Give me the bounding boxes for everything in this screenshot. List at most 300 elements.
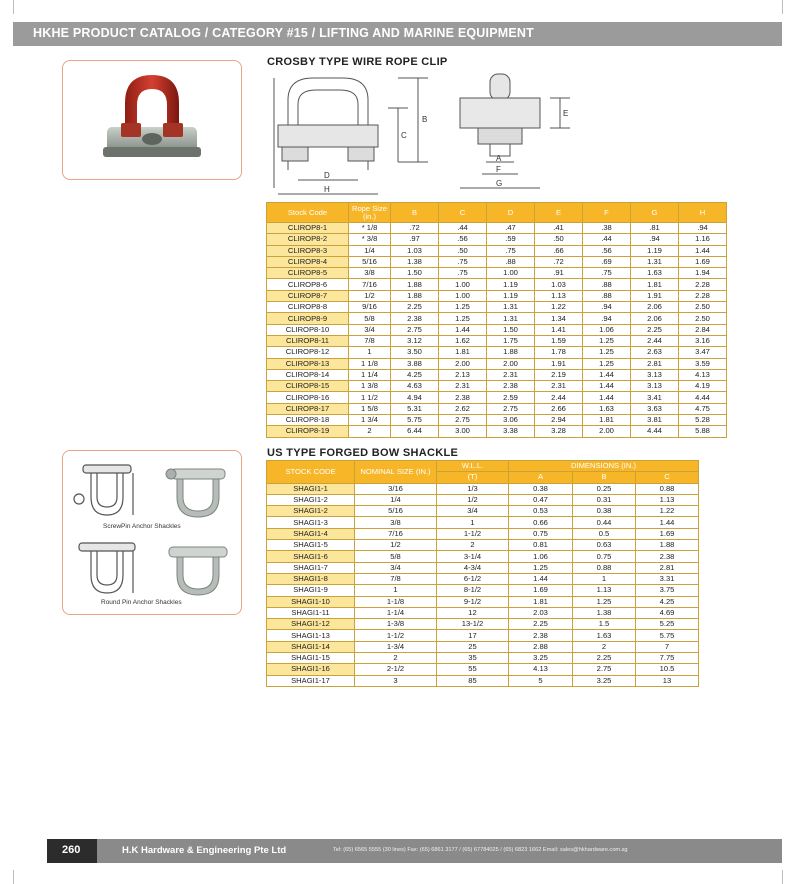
table-cell: .88 xyxy=(583,290,631,301)
table-row xyxy=(267,415,727,426)
table-cell: 4.19 xyxy=(679,381,727,392)
stock-code-cell: SHAGI1-6 xyxy=(267,551,355,562)
table-cell: .94 xyxy=(679,223,727,234)
table-cell: .38 xyxy=(583,223,631,234)
table-cell: 1.63 xyxy=(573,630,636,641)
dim-label-e: E xyxy=(563,109,569,118)
table-cell: 1.16 xyxy=(679,234,727,245)
stock-code-cell: CLIROP8-16 xyxy=(267,392,349,403)
crop-mark-left xyxy=(13,0,14,14)
table-row xyxy=(267,664,699,675)
round-pin-shackle-photo xyxy=(163,535,233,601)
crop-mark-left-bottom xyxy=(13,870,14,884)
table-cell: 2.66 xyxy=(535,403,583,414)
table-cell: 2.00 xyxy=(439,358,487,369)
table-cell: 5/8 xyxy=(349,313,391,324)
table-cell: 0.53 xyxy=(509,506,573,517)
table-cell: 2.28 xyxy=(679,290,727,301)
table-row xyxy=(267,494,699,505)
table-cell: .94 xyxy=(631,234,679,245)
table-cell: 3/16 xyxy=(355,483,437,494)
table-cell: 2.31 xyxy=(487,369,535,380)
table-cell: 1.03 xyxy=(535,279,583,290)
table-cell: 1.34 xyxy=(535,313,583,324)
table-cell: 1 5/8 xyxy=(349,403,391,414)
table-cell: 12 xyxy=(437,607,509,618)
stock-code-cell: SHAGI1-3 xyxy=(267,517,355,528)
table-cell: 5.31 xyxy=(391,403,439,414)
table-cell: 2.44 xyxy=(535,392,583,403)
bow-shackle-title: US TYPE FORGED BOW SHACKLE xyxy=(267,447,459,459)
dim-label-b: B xyxy=(422,115,428,124)
table-cell: .94 xyxy=(583,313,631,324)
wire-rope-clip-title: CROSBY TYPE WIRE ROPE CLIP xyxy=(267,56,448,68)
table-cell: 1.00 xyxy=(439,290,487,301)
wire-rope-clip-side-diagram xyxy=(450,70,580,195)
clip-col-header: Stock Code xyxy=(267,203,349,223)
table-row xyxy=(267,347,727,358)
table-cell: 4.44 xyxy=(631,426,679,437)
table-cell: 2.06 xyxy=(631,302,679,313)
col-wll-unit: (T) xyxy=(437,472,509,483)
table-cell: 2.75 xyxy=(487,403,535,414)
table-cell: 1.91 xyxy=(631,290,679,301)
wire-rope-clip-photo-box xyxy=(62,60,242,180)
table-cell: 0.75 xyxy=(573,551,636,562)
table-cell: 1.44 xyxy=(583,381,631,392)
table-cell: 7 xyxy=(636,641,699,652)
table-cell: 1.31 xyxy=(487,302,535,313)
table-cell: 0.81 xyxy=(509,540,573,551)
table-cell: 0.47 xyxy=(509,494,573,505)
table-cell: 2.31 xyxy=(439,381,487,392)
table-cell: 0.66 xyxy=(509,517,573,528)
col-dim-a: A xyxy=(509,472,573,483)
table-cell: 1/4 xyxy=(349,245,391,256)
table-cell: 1.69 xyxy=(509,585,573,596)
table-cell: 4.25 xyxy=(636,596,699,607)
table-cell: 2 xyxy=(349,426,391,437)
table-cell: 1.22 xyxy=(636,506,699,517)
table-cell: 0.5 xyxy=(573,528,636,539)
table-cell: 1.13 xyxy=(573,585,636,596)
clip-col-header: F xyxy=(583,203,631,223)
table-cell: 2.25 xyxy=(509,619,573,630)
table-cell: 3.06 xyxy=(487,415,535,426)
table-cell: 1.41 xyxy=(535,324,583,335)
stock-code-cell: SHAGI1-14 xyxy=(267,641,355,652)
table-cell: 1.25 xyxy=(573,596,636,607)
table-row xyxy=(267,619,699,630)
table-cell: 0.88 xyxy=(573,562,636,573)
stock-code-cell: CLIROP8-19 xyxy=(267,426,349,437)
table-row xyxy=(267,630,699,641)
stock-code-cell: CLIROP8-1 xyxy=(267,223,349,234)
stock-code-cell: SHAGI1-7 xyxy=(267,562,355,573)
table-cell: 2.25 xyxy=(631,324,679,335)
stock-code-cell: CLIROP8-18 xyxy=(267,415,349,426)
table-row xyxy=(267,607,699,618)
table-cell: 0.63 xyxy=(573,540,636,551)
table-cell: 5/8 xyxy=(355,551,437,562)
table-cell: .88 xyxy=(583,279,631,290)
stock-code-cell: CLIROP8-2 xyxy=(267,234,349,245)
table-cell: 1.88 xyxy=(487,347,535,358)
table-cell: 9/16 xyxy=(349,302,391,313)
clip-col-header: H xyxy=(679,203,727,223)
stock-code-cell: CLIROP8-11 xyxy=(267,335,349,346)
table-cell: 9-1/2 xyxy=(437,596,509,607)
table-cell: 5 xyxy=(509,675,573,686)
table-cell: 7/8 xyxy=(349,335,391,346)
table-row xyxy=(267,358,727,369)
dim-label-a: A xyxy=(496,154,502,163)
stock-code-cell: CLIROP8-10 xyxy=(267,324,349,335)
stock-code-cell: SHAGI1-17 xyxy=(267,675,355,686)
stock-code-cell: SHAGI1-13 xyxy=(267,630,355,641)
table-cell: * 1/8 xyxy=(349,223,391,234)
table-cell: 3.50 xyxy=(391,347,439,358)
dim-label-c: C xyxy=(401,131,407,140)
table-cell: 1.81 xyxy=(583,415,631,426)
table-cell: 3.47 xyxy=(679,347,727,358)
clip-col-header: E xyxy=(535,203,583,223)
table-cell: 3.28 xyxy=(535,426,583,437)
col-stock-code: STOCK CODE xyxy=(267,461,355,484)
table-cell: 1.38 xyxy=(573,607,636,618)
table-cell: 1.69 xyxy=(679,256,727,267)
table-cell: 3.81 xyxy=(631,415,679,426)
table-cell: 1.25 xyxy=(439,313,487,324)
table-cell: 1.63 xyxy=(583,403,631,414)
table-cell: 1.06 xyxy=(509,551,573,562)
table-cell: 3/4 xyxy=(355,562,437,573)
table-cell: 1.62 xyxy=(439,335,487,346)
col-wll: W.L.L. xyxy=(437,461,509,472)
table-cell: 2 xyxy=(437,540,509,551)
table-cell: 1.13 xyxy=(636,494,699,505)
table-cell: 6-1/2 xyxy=(437,573,509,584)
stock-code-cell: CLIROP8-12 xyxy=(267,347,349,358)
table-cell: 2.13 xyxy=(439,369,487,380)
table-cell: 2.75 xyxy=(439,415,487,426)
table-row xyxy=(267,426,727,437)
table-row xyxy=(267,313,727,324)
table-cell: 0.88 xyxy=(636,483,699,494)
table-cell: 1 1/8 xyxy=(349,358,391,369)
table-cell: 7/16 xyxy=(355,528,437,539)
table-cell: 3/4 xyxy=(437,506,509,517)
table-row xyxy=(267,279,727,290)
table-cell: .75 xyxy=(439,268,487,279)
table-cell: .75 xyxy=(583,268,631,279)
table-cell: 1.25 xyxy=(439,302,487,313)
table-cell: 2 xyxy=(355,653,437,664)
shackle-photo-box xyxy=(62,450,242,615)
stock-code-cell: CLIROP8-7 xyxy=(267,290,349,301)
table-row xyxy=(267,324,727,335)
stock-code-cell: SHAGI1-9 xyxy=(267,585,355,596)
table-cell: 1.81 xyxy=(509,596,573,607)
table-cell: 2.19 xyxy=(535,369,583,380)
table-cell: 1.25 xyxy=(583,335,631,346)
table-cell: 1.88 xyxy=(391,290,439,301)
table-cell: 1.31 xyxy=(487,313,535,324)
table-cell: 2.81 xyxy=(631,358,679,369)
table-cell: 4.13 xyxy=(509,664,573,675)
stock-code-cell: SHAGI1-2 xyxy=(267,506,355,517)
table-cell: 5.88 xyxy=(679,426,727,437)
table-row xyxy=(267,483,699,494)
table-cell: 3.00 xyxy=(439,426,487,437)
table-cell: 1 xyxy=(437,517,509,528)
table-cell: 13 xyxy=(636,675,699,686)
table-cell: 1.81 xyxy=(439,347,487,358)
table-cell: 3.75 xyxy=(636,585,699,596)
table-cell: 1.69 xyxy=(636,528,699,539)
stock-code-cell: SHAGI1-8 xyxy=(267,573,355,584)
table-cell: .75 xyxy=(487,245,535,256)
table-cell: 0.38 xyxy=(509,483,573,494)
stock-code-cell: SHAGI1-10 xyxy=(267,596,355,607)
table-cell: 3.38 xyxy=(487,426,535,437)
col-dim-c: C xyxy=(636,472,699,483)
table-cell: 1.19 xyxy=(631,245,679,256)
table-cell: 1.50 xyxy=(487,324,535,335)
table-cell: .69 xyxy=(583,256,631,267)
table-cell: 3.25 xyxy=(573,675,636,686)
table-cell: 17 xyxy=(437,630,509,641)
table-row xyxy=(267,506,699,517)
table-cell: .75 xyxy=(439,256,487,267)
table-cell: 2.59 xyxy=(487,392,535,403)
table-cell: 1.44 xyxy=(583,369,631,380)
table-cell: 1.25 xyxy=(583,358,631,369)
col-dimensions: DIMENSIONS (IN.) xyxy=(509,461,699,472)
table-cell: 2.38 xyxy=(636,551,699,562)
clip-col-header: Rope Size (in.) xyxy=(349,203,391,223)
table-cell: 13-1/2 xyxy=(437,619,509,630)
table-row xyxy=(267,573,699,584)
table-row xyxy=(267,641,699,652)
table-cell: 1.44 xyxy=(679,245,727,256)
table-cell: 0.25 xyxy=(573,483,636,494)
page-number: 260 xyxy=(62,844,81,856)
table-cell: .72 xyxy=(391,223,439,234)
table-cell: .56 xyxy=(583,245,631,256)
table-cell: 1.13 xyxy=(535,290,583,301)
table-row xyxy=(267,256,727,267)
stock-code-cell: CLIROP8-17 xyxy=(267,403,349,414)
table-cell: 1.75 xyxy=(487,335,535,346)
table-cell: 2.88 xyxy=(509,641,573,652)
table-cell: 2.38 xyxy=(509,630,573,641)
dim-label-g: G xyxy=(496,179,503,188)
table-cell: 2.25 xyxy=(573,653,636,664)
dim-label-f: F xyxy=(496,165,501,174)
dim-label-h: H xyxy=(324,185,330,194)
table-cell: 1.25 xyxy=(509,562,573,573)
crop-mark-right-bottom xyxy=(782,870,783,884)
table-cell: 2.38 xyxy=(487,381,535,392)
table-cell: 1.03 xyxy=(391,245,439,256)
table-row xyxy=(267,302,727,313)
bow-shackle-table xyxy=(266,460,699,687)
table-cell: 1/2 xyxy=(437,494,509,505)
stock-code-cell: SHAGI1-16 xyxy=(267,664,355,675)
round-pin-shackle-diagram xyxy=(69,535,149,601)
table-cell: 35 xyxy=(437,653,509,664)
table-cell: 2.03 xyxy=(509,607,573,618)
stock-code-cell: SHAGI1-1 xyxy=(267,483,355,494)
table-cell: 4.44 xyxy=(679,392,727,403)
table-cell: 3.88 xyxy=(391,358,439,369)
table-row xyxy=(267,245,727,256)
table-cell: 1.19 xyxy=(487,290,535,301)
table-row xyxy=(267,675,699,686)
table-cell: 3.59 xyxy=(679,358,727,369)
table-row xyxy=(267,562,699,573)
round-pin-shackle-caption: Round Pin Anchor Shackles xyxy=(101,599,182,606)
table-cell: .56 xyxy=(439,234,487,245)
table-cell: 5.25 xyxy=(636,619,699,630)
table-cell: .88 xyxy=(487,256,535,267)
table-cell: 1.00 xyxy=(487,268,535,279)
table-cell: 4.13 xyxy=(679,369,727,380)
table-row xyxy=(267,528,699,539)
stock-code-cell: CLIROP8-6 xyxy=(267,279,349,290)
table-row xyxy=(267,653,699,664)
table-cell: 2.94 xyxy=(535,415,583,426)
table-cell: 3.25 xyxy=(509,653,573,664)
table-row xyxy=(267,290,727,301)
table-cell: .66 xyxy=(535,245,583,256)
table-cell: * 3/8 xyxy=(349,234,391,245)
table-cell: 0.31 xyxy=(573,494,636,505)
table-cell: 1/3 xyxy=(437,483,509,494)
table-cell: 3.16 xyxy=(679,335,727,346)
table-cell: .91 xyxy=(535,268,583,279)
table-cell: 1 xyxy=(573,573,636,584)
table-cell: 2.81 xyxy=(636,562,699,573)
table-cell: 1.19 xyxy=(487,279,535,290)
table-cell: 4.69 xyxy=(636,607,699,618)
stock-code-cell: SHAGI1-15 xyxy=(267,653,355,664)
table-cell: 4-3/4 xyxy=(437,562,509,573)
table-cell: 1.88 xyxy=(636,540,699,551)
company-name: H.K Hardware & Engineering Pte Ltd xyxy=(122,845,287,856)
table-cell: 1/2 xyxy=(349,290,391,301)
table-cell: 1.00 xyxy=(439,279,487,290)
table-row xyxy=(267,234,727,245)
table-cell: 2.75 xyxy=(391,324,439,335)
table-cell: .97 xyxy=(391,234,439,245)
table-cell: 1 3/8 xyxy=(349,381,391,392)
table-cell: 1-1/2 xyxy=(355,630,437,641)
stock-code-cell: CLIROP8-5 xyxy=(267,268,349,279)
stock-code-cell: SHAGI1-12 xyxy=(267,619,355,630)
wire-rope-clip-photo xyxy=(63,61,241,179)
stock-code-cell: CLIROP8-13 xyxy=(267,358,349,369)
table-cell: 2.44 xyxy=(631,335,679,346)
table-cell: .50 xyxy=(439,245,487,256)
table-cell: 1.38 xyxy=(391,256,439,267)
table-cell: 5.75 xyxy=(636,630,699,641)
wire-rope-clip-table xyxy=(266,202,727,438)
table-cell: 1/4 xyxy=(355,494,437,505)
table-cell: 85 xyxy=(437,675,509,686)
table-row xyxy=(267,335,727,346)
table-cell: 2.50 xyxy=(679,313,727,324)
stock-code-cell: SHAGI1-5 xyxy=(267,540,355,551)
table-cell: 1.50 xyxy=(391,268,439,279)
table-cell: 3.13 xyxy=(631,381,679,392)
table-cell: 2.28 xyxy=(679,279,727,290)
table-cell: 4.25 xyxy=(391,369,439,380)
table-cell: 1-1/4 xyxy=(355,607,437,618)
screw-pin-shackle-diagram xyxy=(69,457,149,523)
stock-code-cell: CLIROP8-9 xyxy=(267,313,349,324)
table-cell: 8-1/2 xyxy=(437,585,509,596)
table-cell: 1.22 xyxy=(535,302,583,313)
table-cell: 1 1/4 xyxy=(349,369,391,380)
table-cell: 25 xyxy=(437,641,509,652)
stock-code-cell: CLIROP8-14 xyxy=(267,369,349,380)
table-cell: 4.94 xyxy=(391,392,439,403)
stock-code-cell: CLIROP8-15 xyxy=(267,381,349,392)
shackle-table-header-top xyxy=(267,461,699,472)
table-cell: 2.62 xyxy=(439,403,487,414)
table-cell: 0.38 xyxy=(573,506,636,517)
table-cell: .47 xyxy=(487,223,535,234)
table-cell: 7/16 xyxy=(349,279,391,290)
table-cell: 1/2 xyxy=(355,540,437,551)
clip-col-header: D xyxy=(487,203,535,223)
table-cell: 1-1/8 xyxy=(355,596,437,607)
table-cell: 0.75 xyxy=(509,528,573,539)
stock-code-cell: SHAGI1-11 xyxy=(267,607,355,618)
clip-col-header: G xyxy=(631,203,679,223)
table-cell: 2.31 xyxy=(535,381,583,392)
table-cell: 3-1/4 xyxy=(437,551,509,562)
stock-code-cell: SHAGI1-4 xyxy=(267,528,355,539)
table-cell: 2.38 xyxy=(439,392,487,403)
table-cell: 3.12 xyxy=(391,335,439,346)
crop-mark-right xyxy=(782,0,783,14)
table-cell: 10.5 xyxy=(636,664,699,675)
table-cell: 2.00 xyxy=(487,358,535,369)
table-cell: 5/16 xyxy=(355,506,437,517)
col-dim-b: B xyxy=(573,472,636,483)
table-cell: 2.75 xyxy=(573,664,636,675)
table-cell: 1.44 xyxy=(509,573,573,584)
table-cell: 1.91 xyxy=(535,358,583,369)
table-row xyxy=(267,596,699,607)
table-row xyxy=(267,517,699,528)
table-row xyxy=(267,585,699,596)
page-title: HKHE PRODUCT CATALOG / CATEGORY #15 / LIFTING AND MARINE EQUIPMENT xyxy=(33,26,534,40)
table-cell: 5/16 xyxy=(349,256,391,267)
table-cell: 5.28 xyxy=(679,415,727,426)
table-cell: 2-1/2 xyxy=(355,664,437,675)
table-cell: 1.25 xyxy=(583,347,631,358)
clip-col-header: B xyxy=(391,203,439,223)
table-cell: 1.44 xyxy=(439,324,487,335)
table-cell: .41 xyxy=(535,223,583,234)
table-cell: .72 xyxy=(535,256,583,267)
table-cell: 3.41 xyxy=(631,392,679,403)
table-cell: 1.59 xyxy=(535,335,583,346)
